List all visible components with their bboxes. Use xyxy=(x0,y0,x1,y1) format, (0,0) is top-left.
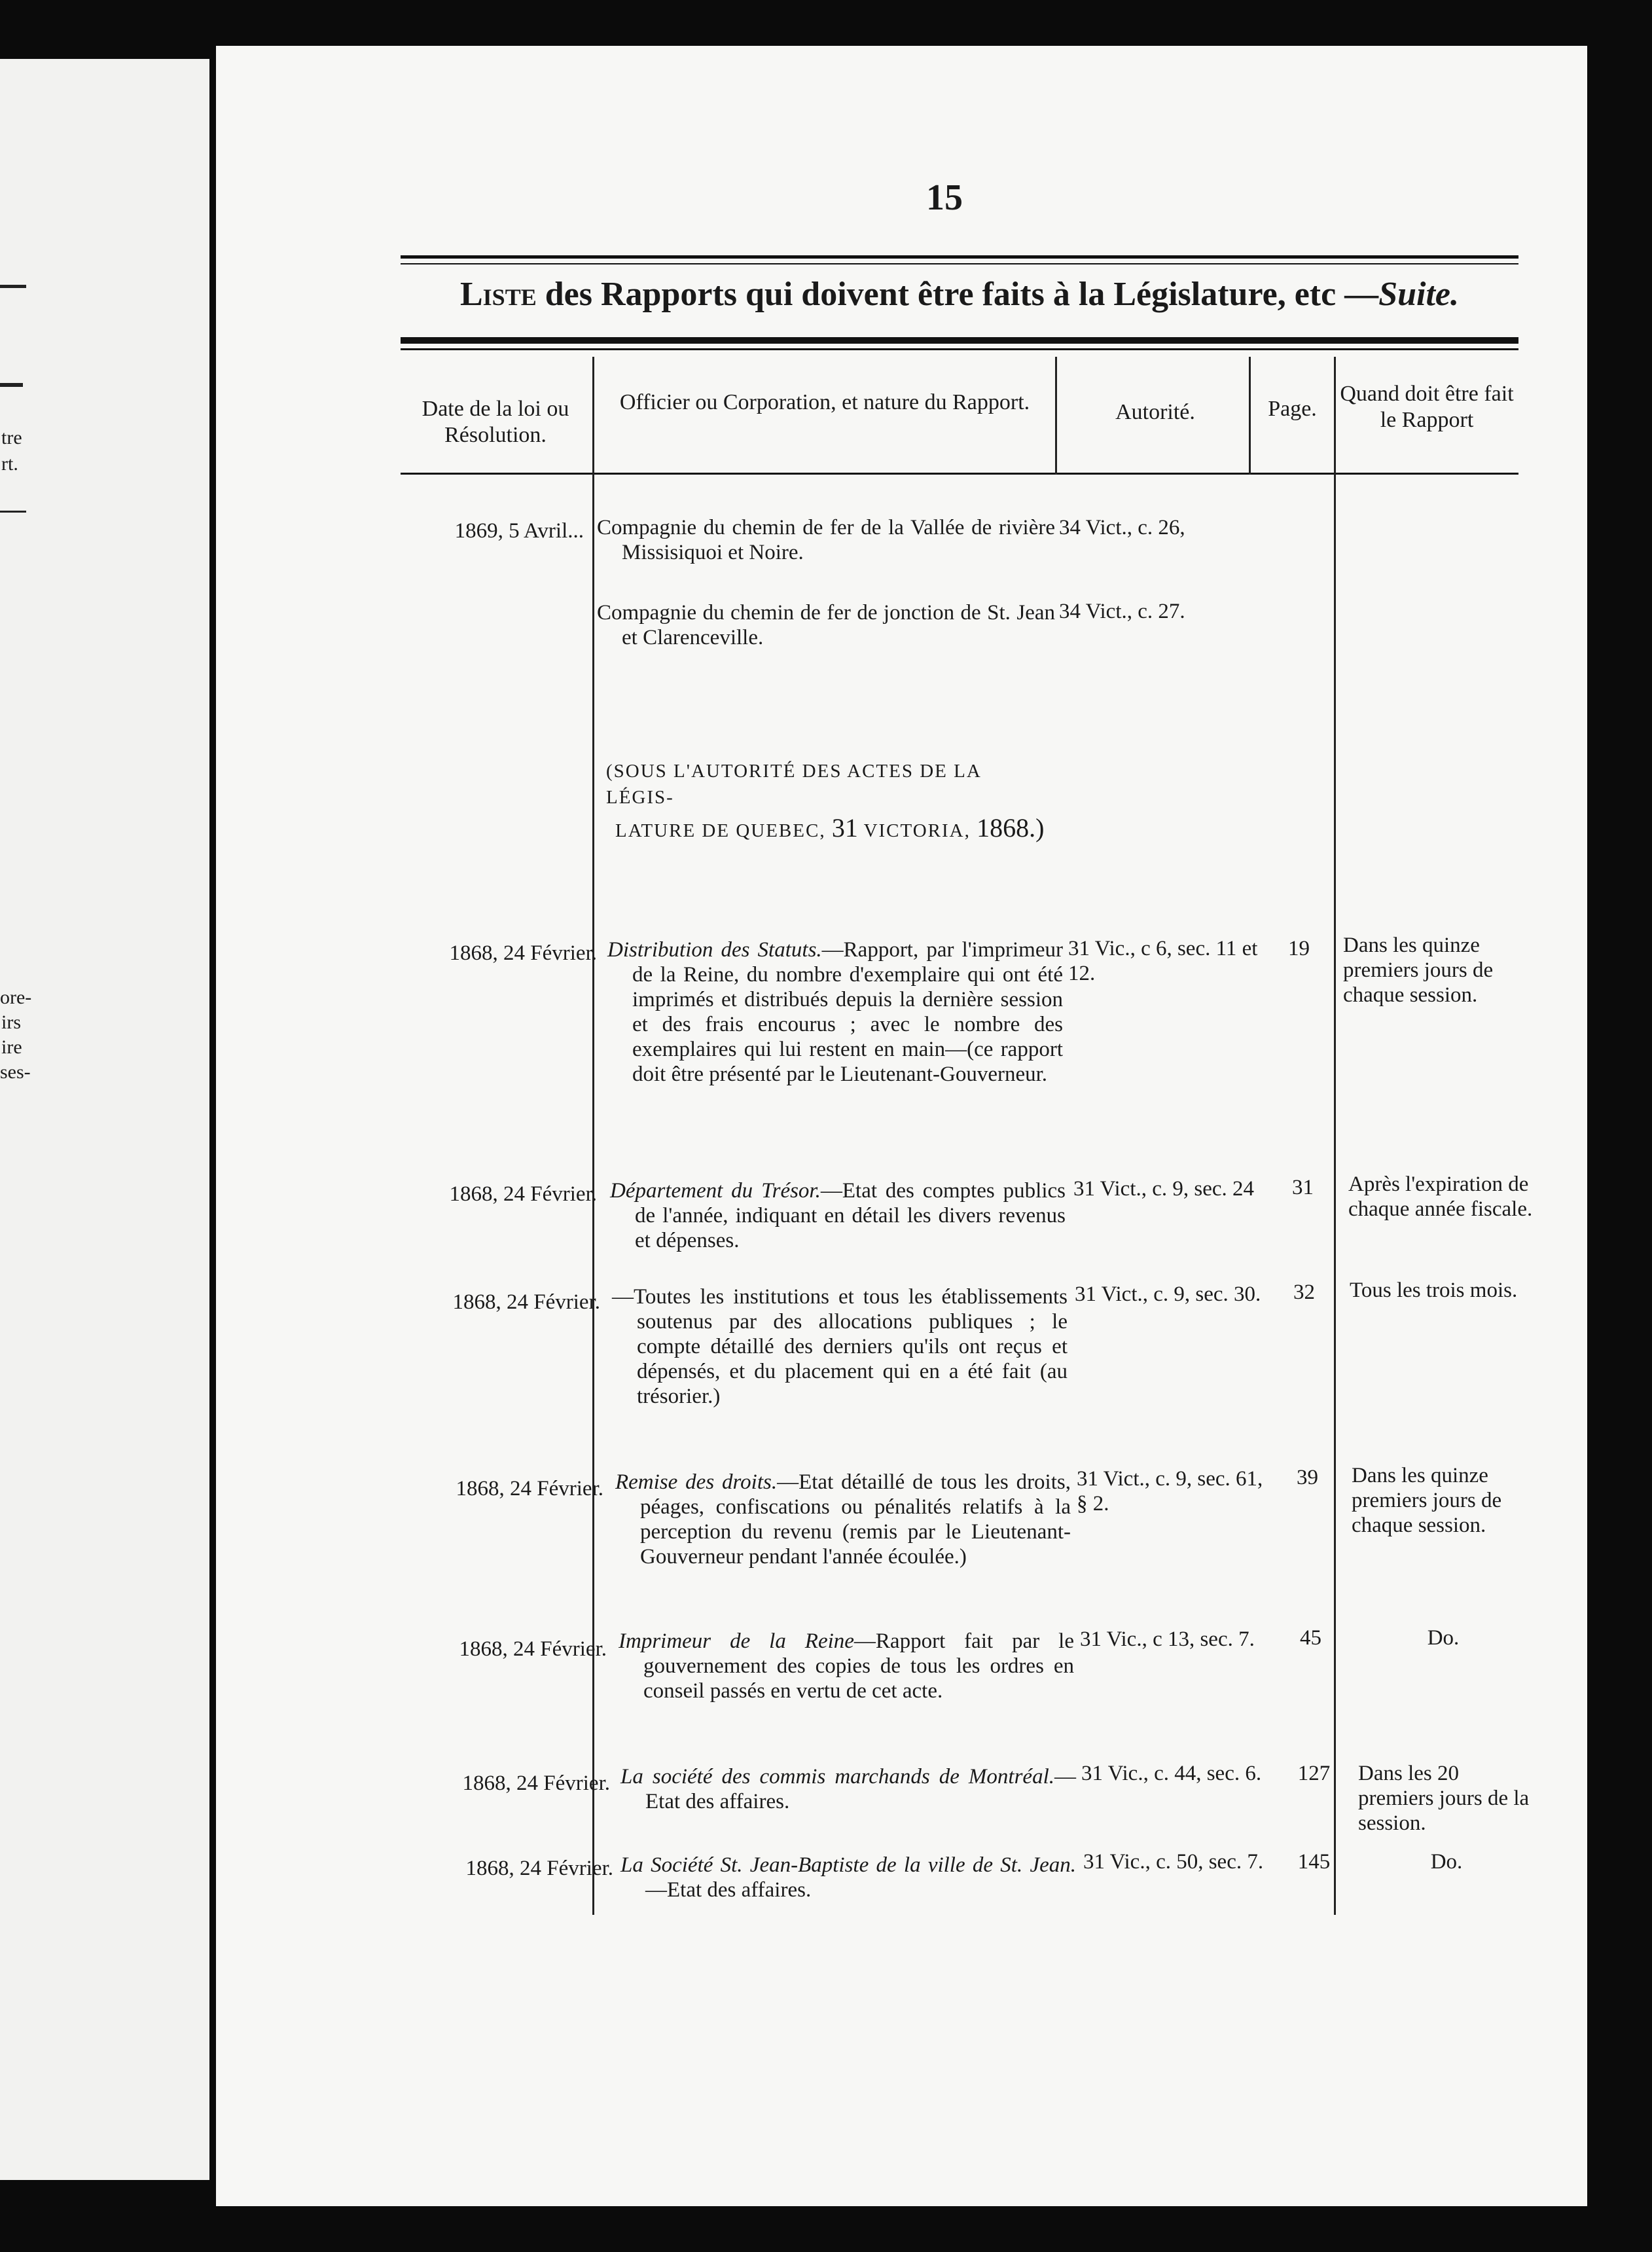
title-lead: Liste xyxy=(459,276,537,313)
left-page-rule xyxy=(0,285,26,288)
row-officer xyxy=(619,1629,1074,1703)
row-officer-title: La société des commis marchands de Montréal. xyxy=(620,1765,1054,1789)
row-when: Après l'expiration de chaque année fiscale. xyxy=(1348,1172,1533,1221)
row-authority: 31 Vic., c 6, sec. 11 et 12. xyxy=(1068,937,1258,985)
title-suffix: Suite. xyxy=(1378,276,1460,313)
row-authority: 34 Vict., c. 27. xyxy=(1059,600,1185,623)
row-page: 19 xyxy=(1288,937,1310,960)
left-page-text: tre xyxy=(1,427,22,448)
row-authority: 31 Vict., c. 9, sec. 30. xyxy=(1075,1282,1261,1306)
row-date: 1868, 24 Février. xyxy=(465,1857,613,1880)
top-rule xyxy=(401,255,1518,259)
header-page: Page. xyxy=(1268,397,1317,421)
row-officer-text: Compagnie du chemin de fer de la Vallée de rivière Missisiquoi et Noire. xyxy=(597,516,1055,564)
row-when: Do. xyxy=(1427,1626,1460,1650)
column-separator xyxy=(592,357,594,1915)
row-authority: 31 Vic., c 13, sec. 7. xyxy=(1080,1627,1255,1651)
row-officer-title: Département du Trésor. xyxy=(610,1179,821,1203)
column-separator xyxy=(1055,357,1057,475)
left-page-fragment xyxy=(0,59,209,2180)
authority-note: (SOUS L'AUTORITÉ DES ACTES DE LA LÉGIS- xyxy=(606,761,981,808)
left-page-text: ire xyxy=(1,1036,22,1058)
row-officer xyxy=(620,1853,1076,1902)
row-page: 45 xyxy=(1300,1626,1321,1650)
column-separator xyxy=(1249,357,1251,475)
row-officer xyxy=(597,600,1055,650)
row-date: 1868, 24 Février. xyxy=(449,941,597,965)
authority-note-line2 xyxy=(615,815,1060,844)
row-officer-title: Imprimeur de la Reine xyxy=(619,1629,854,1653)
left-page-text: ses- xyxy=(0,1061,31,1083)
page-number: 15 xyxy=(926,177,963,218)
header-authority: Autorité. xyxy=(1115,400,1195,424)
row-officer-title: La Société St. Jean-Baptiste de la ville de St. Jean. xyxy=(620,1853,1076,1877)
row-date: 1868, 24 Février. xyxy=(459,1637,607,1661)
header-bottom-rule xyxy=(401,473,1518,475)
row-officer xyxy=(597,515,1055,565)
row-authority: 31 Vic., c. 44, sec. 6. xyxy=(1081,1762,1262,1785)
row-officer xyxy=(615,1470,1071,1569)
row-officer-text: —Etat des affaires. xyxy=(645,1878,812,1902)
page-title xyxy=(401,275,1518,314)
row-officer-text: —Etat détaillé de tous les droits, péages, confiscations ou pénalités relatifs à la perception du revenu (remis par le Lieutenant-Gouverneur pendant l'année écoulée.) xyxy=(640,1470,1071,1569)
row-date: 1868, 24 Février. xyxy=(452,1290,600,1314)
header-date: Date de la loi ou Résolution. xyxy=(422,397,569,447)
row-officer-text: —Rapport fait par le gouvernement des copies de tous les ordres en conseil passés en vertu de cet acte. xyxy=(643,1629,1074,1703)
row-officer xyxy=(610,1178,1066,1253)
row-when: Dans les quinze premiers jours de chaque session. xyxy=(1343,934,1494,1007)
row-authority: 31 Vict., c. 9, sec. 24 xyxy=(1073,1177,1255,1201)
row-when: Dans les 20 premiers jours de la session. xyxy=(1358,1762,1530,1835)
left-page-rule xyxy=(0,383,23,387)
row-officer-text: —Rapport, par l'imprimeur de la Reine, du nombre d'exemplaire qui ont été imprimés et distribués depuis la dernière session et des frais encourus ; avec le nombre des exemplaires qui lui restent en main—(ce rapport doit être présenté par le Lieutenant-Gouverneur. xyxy=(632,938,1063,1086)
row-date: 1868, 24 Février. xyxy=(462,1771,610,1795)
row-when: Dans les quinze premiers jours de chaque session. xyxy=(1352,1464,1502,1537)
row-officer-text: —Etat des comptes publics de l'année, indiquant en détail les divers revenus et dépenses. xyxy=(635,1179,1066,1252)
row-officer-text: —Toutes les institutions et tous les établissements soutenus par des allocations publiques ; le compte détaillé des derniers qu'ils ont reçus et dépensés, et du placement qui en a été fait (au trésorier.) xyxy=(612,1285,1068,1408)
header-when: Quand doit être fait le Rapport xyxy=(1340,382,1514,432)
row-when: Tous les trois mois. xyxy=(1350,1279,1518,1302)
row-authority: 31 Vic., c. 50, sec. 7. xyxy=(1083,1850,1264,1874)
row-page: 31 xyxy=(1292,1176,1314,1199)
row-date: 1869, 5 Avril... xyxy=(454,519,584,543)
left-page-text: rt. xyxy=(1,453,18,475)
note-part: 31 xyxy=(831,813,858,843)
top-rule-thin xyxy=(401,263,1518,264)
header-rule-thin xyxy=(401,348,1518,350)
row-authority: 34 Vict., c. 26, xyxy=(1059,516,1185,539)
row-date: 1868, 24 Février. xyxy=(449,1182,597,1206)
note-part: VICTORIA, xyxy=(863,820,971,841)
column-separator xyxy=(1334,357,1336,1915)
left-page-rule xyxy=(0,511,26,513)
row-officer-text: —Etat des affaires. xyxy=(645,1765,1076,1813)
left-page-text: ore- xyxy=(0,987,32,1008)
row-officer-title: Distribution des Statuts. xyxy=(607,938,822,962)
row-officer xyxy=(612,1284,1068,1409)
row-page: 127 xyxy=(1297,1762,1331,1785)
row-page: 32 xyxy=(1293,1280,1315,1304)
note-part: 1868.) xyxy=(977,813,1045,843)
row-when: Do. xyxy=(1430,1850,1463,1874)
row-date: 1868, 24 Février. xyxy=(456,1477,603,1500)
row-officer xyxy=(620,1764,1076,1814)
row-page: 145 xyxy=(1297,1850,1331,1874)
left-page-text: irs xyxy=(1,1011,21,1033)
row-page: 39 xyxy=(1297,1466,1318,1489)
header-rule-thick xyxy=(401,337,1518,344)
title-text: des Rapports qui doivent être faits à la Législature, etc — xyxy=(536,276,1379,313)
note-part: LATURE DE QUEBEC, xyxy=(615,820,826,841)
row-officer-text: Compagnie du chemin de fer de jonction de St. Jean et Clarenceville. xyxy=(597,601,1055,649)
row-officer-title: Remise des droits. xyxy=(615,1470,778,1494)
row-officer xyxy=(607,937,1063,1087)
row-authority: 31 Vict., c. 9, sec. 61, § 2. xyxy=(1077,1467,1263,1516)
header-officer: Officier ou Corporation, et nature du Rapport. xyxy=(619,390,1030,414)
